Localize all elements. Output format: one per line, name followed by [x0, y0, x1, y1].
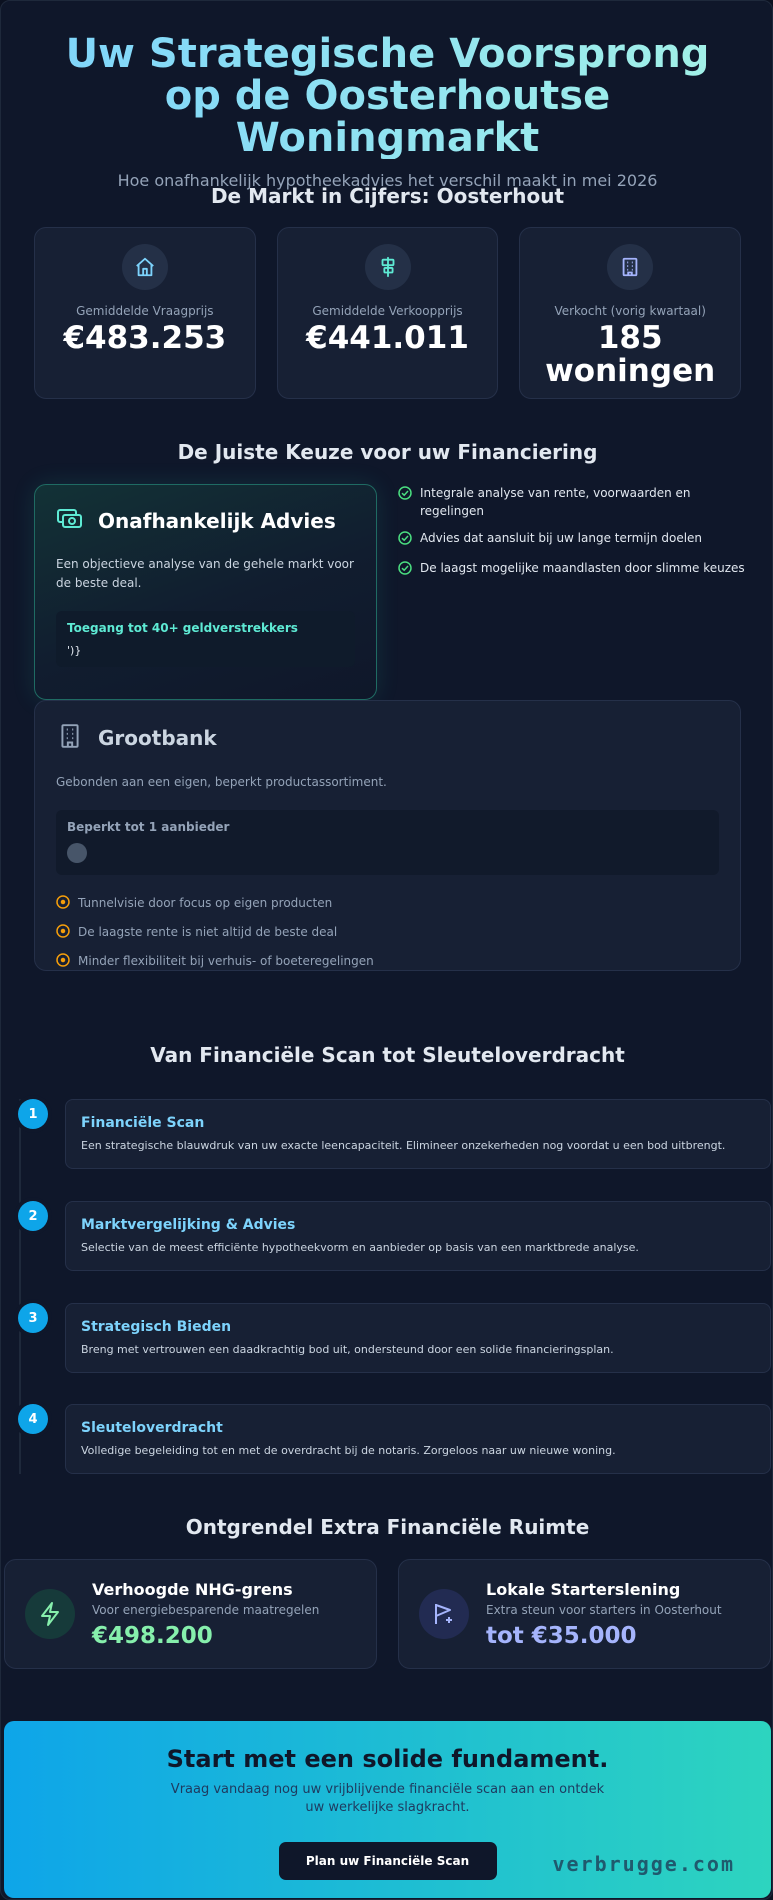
money-icon — [56, 507, 84, 535]
process-step — [1, 1099, 773, 1169]
list-item — [398, 559, 748, 580]
provider-limit-title: Beperkt tot 1 aanbieder — [67, 820, 230, 834]
drawback-text: Tunnelvisie door focus op eigen producten — [78, 896, 333, 910]
step-card — [65, 1404, 771, 1474]
extra-subtitle: Extra steun voor starters in Oosterhout — [486, 1602, 722, 1617]
stat-card-sale-price — [277, 227, 499, 399]
step-number: 1 — [18, 1099, 48, 1129]
step-title: Sleuteloverdracht — [81, 1420, 223, 1436]
provider-limit-box — [56, 810, 719, 875]
step-title: Strategisch Bieden — [81, 1319, 232, 1335]
stat-card-asking-price — [34, 227, 256, 399]
plan-scan-button[interactable]: Plan uw Financiële Scan — [279, 1842, 497, 1880]
bank-building-icon — [56, 723, 84, 753]
lightning-icon — [25, 1589, 75, 1639]
card-title: Grootbank — [98, 726, 217, 750]
stat-label: Gemiddelde Vraagprijs — [76, 304, 214, 318]
step-card — [65, 1303, 771, 1373]
card-description: Gebonden aan een eigen, beperkt productassortiment. — [56, 775, 387, 789]
drawback-text: Minder flexibiliteit bij verhuis- of boeteregelingen — [78, 954, 374, 968]
process-title: Van Financiële Scan tot Sleuteloverdracht — [150, 1043, 625, 1067]
step-title: Financiële Scan — [81, 1115, 205, 1131]
extra-subtitle: Voor energiebesparende maatregelen — [92, 1602, 320, 1617]
extra-value: €498.200 — [92, 1622, 213, 1649]
check-circle-icon — [398, 486, 412, 520]
extra-cards — [4, 1559, 771, 1669]
stat-label: Gemiddelde Verkoopprijs — [312, 304, 463, 318]
brand-logo: verbrugge.com — [552, 1852, 735, 1876]
cta-title: Start met een solide fundament. — [166, 1745, 609, 1773]
step-text: Breng met vertrouwen een daadkrachtig bod uit, ondersteund door een solide financieringsplan. — [81, 1343, 614, 1356]
list-item — [56, 953, 719, 971]
step-number: 4 — [18, 1404, 48, 1434]
card-title: Onafhankelijk Advies — [98, 509, 336, 533]
cta-banner — [4, 1721, 771, 1898]
drawback-text: De laagste rente is niet altijd de beste deal — [78, 925, 338, 939]
cta-subtitle: Vraag vandaag nog uw vrijblijvende financiële scan aan en ontdek uw werkelijke slagkracht. — [170, 1782, 605, 1815]
step-number: 2 — [18, 1201, 48, 1231]
step-text: Een strategische blauwdruk van uw exacte leencapaciteit. Elimineer onzekerheden nog voordat u een bod uitbrengt. — [81, 1139, 726, 1152]
building-icon — [607, 244, 653, 290]
check-circle-icon — [398, 561, 412, 580]
card-description: Een objectieve analyse van de gehele markt voor de beste deal. — [56, 557, 354, 590]
nhg-text — [92, 1580, 319, 1649]
stat-value: €441.011 — [306, 320, 469, 356]
house-icon — [122, 244, 168, 290]
extra-title: Ontgrendel Extra Financiële Ruimte — [185, 1515, 590, 1539]
big-bank-card — [34, 700, 741, 971]
provider-dot — [67, 843, 87, 863]
benefit-text: Integrale analyse van rente, voorwaarden en regelingen — [420, 486, 691, 518]
market-title: De Markt in Cijfers: Oosterhout — [210, 184, 565, 208]
stat-value: €483.253 — [63, 320, 227, 356]
starter-loan-card — [398, 1559, 771, 1669]
card-header — [56, 723, 719, 753]
process-step — [1, 1201, 773, 1271]
hero — [1, 33, 773, 190]
list-item — [398, 484, 748, 520]
lender-access-box — [56, 611, 355, 667]
nhg-card — [4, 1559, 377, 1669]
flag-icon — [419, 1589, 469, 1639]
step-text: Selectie van de meest efficiënte hypotheekvorm en aanbieder op basis van een marktbrede analyse. — [81, 1241, 639, 1254]
independent-advice-card — [34, 484, 377, 700]
benefit-text: De laagst mogelijke maandlasten door slimme keuzes — [420, 561, 745, 575]
warning-circle-icon — [56, 953, 70, 971]
benefits-list — [398, 484, 748, 589]
step-number: 3 — [18, 1303, 48, 1333]
list-item — [56, 895, 719, 913]
hero-title: Uw Strategische Voorsprong op de Oosterhoutse Woningmarkt — [1, 33, 773, 159]
list-item — [56, 924, 719, 942]
card-header — [56, 507, 355, 535]
market-stats — [34, 227, 741, 399]
stat-value: 185 woningen — [545, 320, 716, 389]
extra-value: tot €35.000 — [486, 1622, 637, 1649]
step-title: Marktvergelijking & Advies — [81, 1217, 296, 1233]
sign-icon — [365, 244, 411, 290]
check-circle-icon — [398, 531, 412, 550]
process-step — [1, 1404, 773, 1474]
starter-loan-text — [486, 1580, 722, 1649]
step-card — [65, 1099, 771, 1169]
warning-circle-icon — [56, 895, 70, 913]
stat-card-sold — [519, 227, 741, 399]
extra-title-text: Lokale Starterslening — [486, 1579, 681, 1599]
lender-access-title: Toegang tot 40+ geldverstrekkers — [67, 621, 298, 635]
hero-subtitle: Hoe onafhankelijk hypotheekadvies het verschil maakt in mei 2026 — [117, 171, 658, 190]
stat-label: Verkocht (vorig kwartaal) — [554, 304, 706, 318]
warning-circle-icon — [56, 924, 70, 942]
process-step — [1, 1303, 773, 1373]
extra-title-text: Verhoogde NHG-grens — [92, 1579, 293, 1599]
benefit-text: Advies dat aansluit bij uw lange termijn doelen — [420, 531, 703, 545]
financing-title: De Juiste Keuze voor uw Financiering — [177, 440, 598, 464]
step-card — [65, 1201, 771, 1271]
drawbacks-list — [56, 895, 719, 971]
step-text: Volledige begeleiding tot en met de overdracht bij de notaris. Zorgeloos naar uw nieuwe woning. — [81, 1444, 616, 1457]
lender-access-value: ')} — [67, 644, 82, 657]
list-item — [398, 529, 748, 550]
